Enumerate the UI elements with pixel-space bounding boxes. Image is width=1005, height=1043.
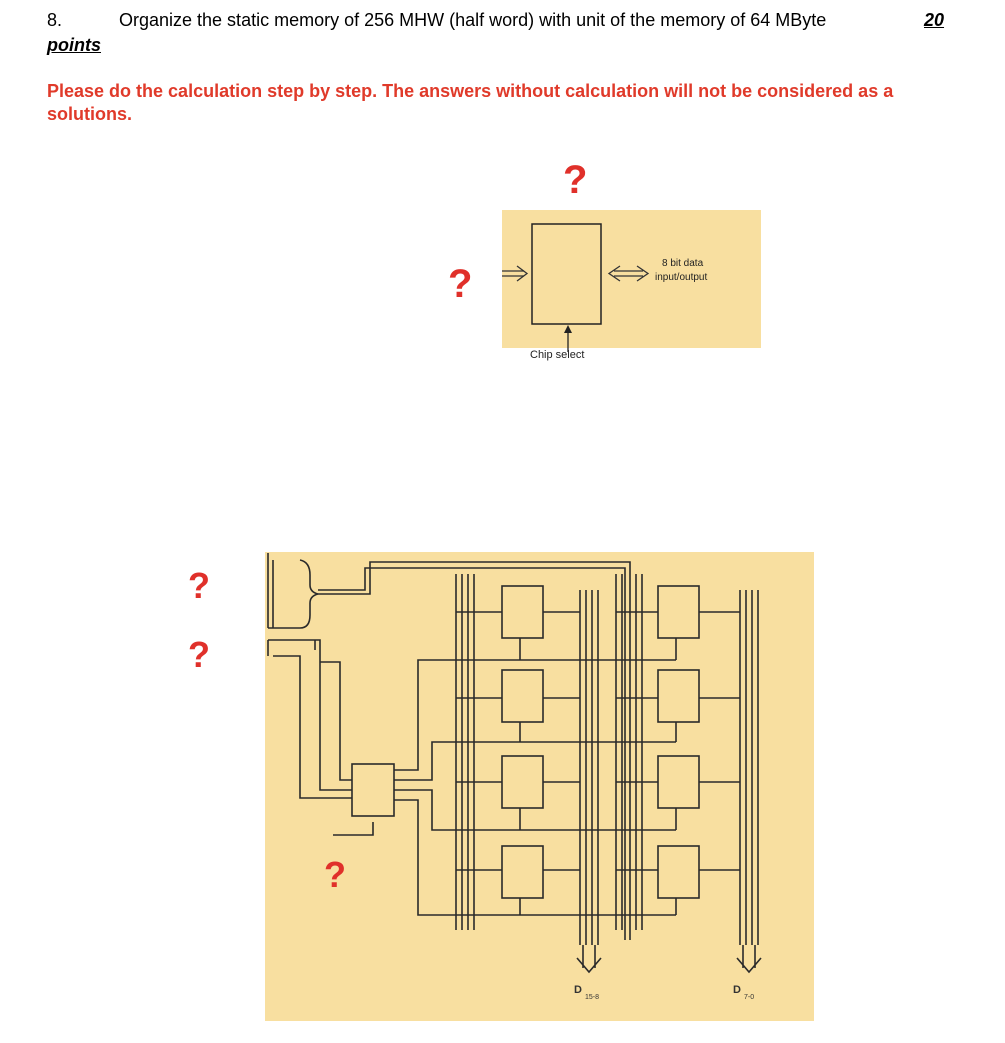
data-io-label-line2: input/output: [655, 272, 708, 283]
low-byte-bus-label: D: [733, 984, 741, 996]
points-label: points: [47, 35, 101, 55]
question-number: 8.: [47, 10, 63, 30]
decoder-question-mark: ?: [324, 854, 346, 895]
points-value: 20: [924, 10, 945, 30]
data-io-label-line1: 8 bit data: [662, 258, 704, 269]
address-bus-question-mark: ?: [188, 565, 210, 606]
instruction-text: Please do the calculation step by step. The answers without calculation will not be considered as a solutions.: [47, 81, 894, 124]
chip-select-label: Chip select: [530, 349, 585, 361]
high-byte-bus-label: D: [574, 984, 582, 996]
high-byte-bus-subscript: 15-8: [585, 994, 600, 1001]
low-byte-bus-subscript: 7-0: [744, 994, 755, 1001]
chip-capacity-question-mark: ?: [563, 158, 588, 202]
address-lines-question-mark: ?: [448, 262, 473, 306]
memory-array-panel: [265, 552, 814, 1021]
chip-diagram-panel: [502, 210, 761, 348]
question-text: Organize the static memory of 256 MHW (half word) with unit of the memory of 64 MByte: [119, 10, 827, 30]
upper-address-question-mark: ?: [188, 634, 210, 675]
